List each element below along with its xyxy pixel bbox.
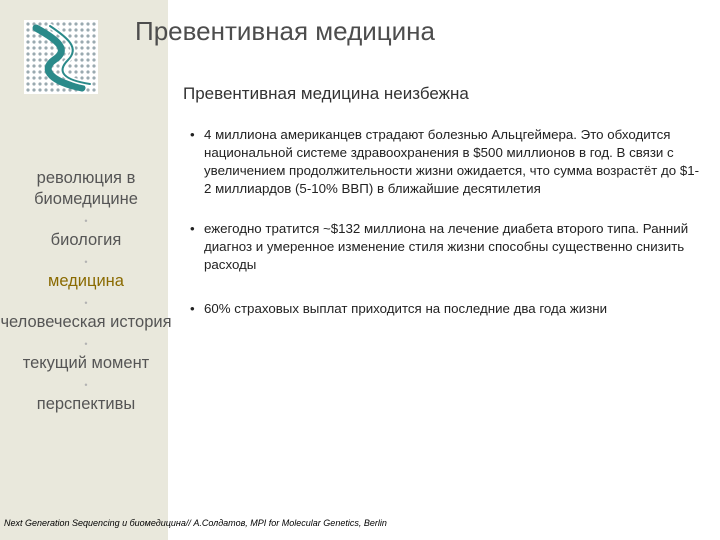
logo-dot bbox=[32, 70, 35, 73]
logo-dot bbox=[80, 58, 83, 61]
logo-dot bbox=[44, 40, 47, 43]
logo-dot bbox=[38, 82, 41, 85]
logo-dot bbox=[32, 40, 35, 43]
logo-dot bbox=[32, 82, 35, 85]
logo-dot bbox=[32, 46, 35, 49]
logo-dot bbox=[44, 76, 47, 79]
logo-dot bbox=[80, 46, 83, 49]
logo-dot bbox=[56, 88, 59, 91]
slide-subtitle: Превентивная медицина неизбежна bbox=[183, 84, 469, 103]
logo-dot bbox=[86, 34, 89, 37]
logo-dot bbox=[32, 88, 35, 91]
bullet-text: 4 миллиона американцев страдают болезнью Альцгеймера. Это обходится национальной системе здравоохранения в $500 миллионов в год. В связи с увеличением продолжительности жизни ожидается, что сумма возрастёт до $1-2 миллиардов (5-10% ВВП) в ближайшие десятилетия bbox=[204, 127, 700, 196]
logo-dot bbox=[68, 70, 71, 73]
page-title: Превентивная медицина bbox=[135, 16, 436, 46]
sidebar-nav bbox=[0, 168, 172, 415]
logo-dot bbox=[80, 64, 83, 67]
logo-dot bbox=[26, 88, 29, 91]
sidebar-item-biology[interactable]: биология bbox=[50, 231, 122, 249]
logo-dot bbox=[74, 22, 77, 25]
logo-dot bbox=[86, 52, 89, 55]
logo-dot bbox=[92, 70, 95, 73]
logo-dot bbox=[32, 34, 35, 37]
sidebar-item-medicine[interactable]: медицина bbox=[48, 272, 124, 290]
logo-dot bbox=[50, 52, 53, 55]
logo-dot bbox=[56, 64, 59, 67]
logo-dot bbox=[74, 70, 77, 73]
logo-dot bbox=[92, 88, 95, 91]
bullet-item bbox=[190, 126, 700, 198]
logo-dot bbox=[50, 82, 53, 85]
bullet-dot: • bbox=[190, 221, 195, 236]
logo-dot bbox=[68, 64, 71, 67]
logo-dot bbox=[92, 34, 95, 37]
logo-dot bbox=[86, 64, 89, 67]
nav-separator: • bbox=[84, 257, 88, 267]
logo-dot bbox=[26, 76, 29, 79]
logo-dot bbox=[92, 76, 95, 79]
logo-dot bbox=[50, 46, 53, 49]
logo-dot bbox=[26, 52, 29, 55]
nav-separator: • bbox=[84, 339, 88, 349]
logo-dot bbox=[38, 46, 41, 49]
logo-dot bbox=[62, 88, 65, 91]
logo-dot bbox=[80, 34, 83, 37]
sidebar-item-prospects[interactable]: перспективы bbox=[36, 395, 136, 413]
logo-dot bbox=[44, 52, 47, 55]
logo-dot bbox=[32, 58, 35, 61]
logo-dot bbox=[38, 70, 41, 73]
sidebar-item-revolution[interactable]: революция в биомедицине bbox=[34, 169, 138, 208]
logo-dot bbox=[80, 70, 83, 73]
nav-separator: • bbox=[84, 298, 88, 308]
logo-dot bbox=[44, 46, 47, 49]
logo-dot bbox=[62, 22, 65, 25]
bullet-item bbox=[190, 220, 700, 274]
bullet-item bbox=[190, 300, 700, 318]
logo-dot bbox=[26, 40, 29, 43]
bullet-text: 60% страховых выплат приходится на последние два года жизни bbox=[204, 301, 608, 316]
logo-dot bbox=[80, 76, 83, 79]
logo-dot bbox=[92, 82, 95, 85]
logo-dot bbox=[86, 58, 89, 61]
logo-dot bbox=[86, 88, 89, 91]
logo-dot bbox=[86, 76, 89, 79]
logo-dot bbox=[38, 88, 41, 91]
logo-dot bbox=[92, 40, 95, 43]
logo-dot bbox=[74, 40, 77, 43]
logo-dot bbox=[62, 40, 65, 43]
logo-dot bbox=[86, 46, 89, 49]
logo-dot bbox=[50, 88, 53, 91]
logo-dot bbox=[68, 22, 71, 25]
logo-dot bbox=[56, 22, 59, 25]
footer-citation: Next Generation Sequencing и биомедицина// А.Солдатов, MPI for Molecular Genetics, Berlin bbox=[4, 518, 387, 528]
logo-dot bbox=[80, 40, 83, 43]
logo-dot bbox=[38, 58, 41, 61]
logo-dot bbox=[92, 28, 95, 31]
logo-dot bbox=[92, 46, 95, 49]
bullet-dot: • bbox=[190, 127, 195, 142]
logo-dot bbox=[26, 82, 29, 85]
logo-dot bbox=[74, 64, 77, 67]
logo-dot bbox=[26, 46, 29, 49]
logo-dot bbox=[62, 28, 65, 31]
logo-dot bbox=[74, 28, 77, 31]
logo-dot bbox=[80, 22, 83, 25]
logo-dot bbox=[26, 64, 29, 67]
sidebar-item-human-history[interactable]: человеческая история bbox=[0, 313, 172, 331]
bullet-text: ежегодно тратится ~$132 миллиона на лечение диабета второго типа. Ранний диагноз и умеренное изменение стиля жизни способны существенно снизить расходы bbox=[204, 221, 689, 272]
logo-dot bbox=[80, 28, 83, 31]
logo-dot bbox=[92, 22, 95, 25]
logo-dot bbox=[38, 64, 41, 67]
bullet-list bbox=[190, 126, 700, 318]
logo-dot bbox=[26, 58, 29, 61]
logo-dot bbox=[86, 22, 89, 25]
nav-separator: • bbox=[84, 380, 88, 390]
logo-dot bbox=[68, 28, 71, 31]
logo-dot bbox=[92, 64, 95, 67]
logo-dot bbox=[92, 58, 95, 61]
logo-dot bbox=[86, 70, 89, 73]
logo-dot bbox=[44, 88, 47, 91]
logo-dot bbox=[56, 70, 59, 73]
bullet-dot: • bbox=[190, 301, 195, 316]
logo-dot bbox=[38, 76, 41, 79]
logo-dot bbox=[32, 76, 35, 79]
logo-dot bbox=[68, 34, 71, 37]
logo-dot bbox=[92, 52, 95, 55]
logo-dot bbox=[26, 34, 29, 37]
logo-dot bbox=[74, 34, 77, 37]
logo-dot bbox=[26, 70, 29, 73]
logo-dot bbox=[44, 58, 47, 61]
logo-dot bbox=[86, 28, 89, 31]
logo-dot bbox=[44, 82, 47, 85]
logo-dot bbox=[26, 28, 29, 31]
logo-dot bbox=[32, 52, 35, 55]
dna-helix-logo bbox=[24, 20, 98, 94]
logo-dot bbox=[38, 22, 41, 25]
logo-dot bbox=[26, 22, 29, 25]
logo-dot bbox=[32, 64, 35, 67]
logo-dot bbox=[80, 52, 83, 55]
nav-separator: • bbox=[84, 216, 88, 226]
logo-dot bbox=[38, 40, 41, 43]
logo-dot bbox=[38, 52, 41, 55]
logo-dot bbox=[86, 40, 89, 43]
logo-dot bbox=[44, 22, 47, 25]
logo-dot bbox=[74, 58, 77, 61]
sidebar-item-current-moment[interactable]: текущий момент bbox=[22, 354, 150, 372]
